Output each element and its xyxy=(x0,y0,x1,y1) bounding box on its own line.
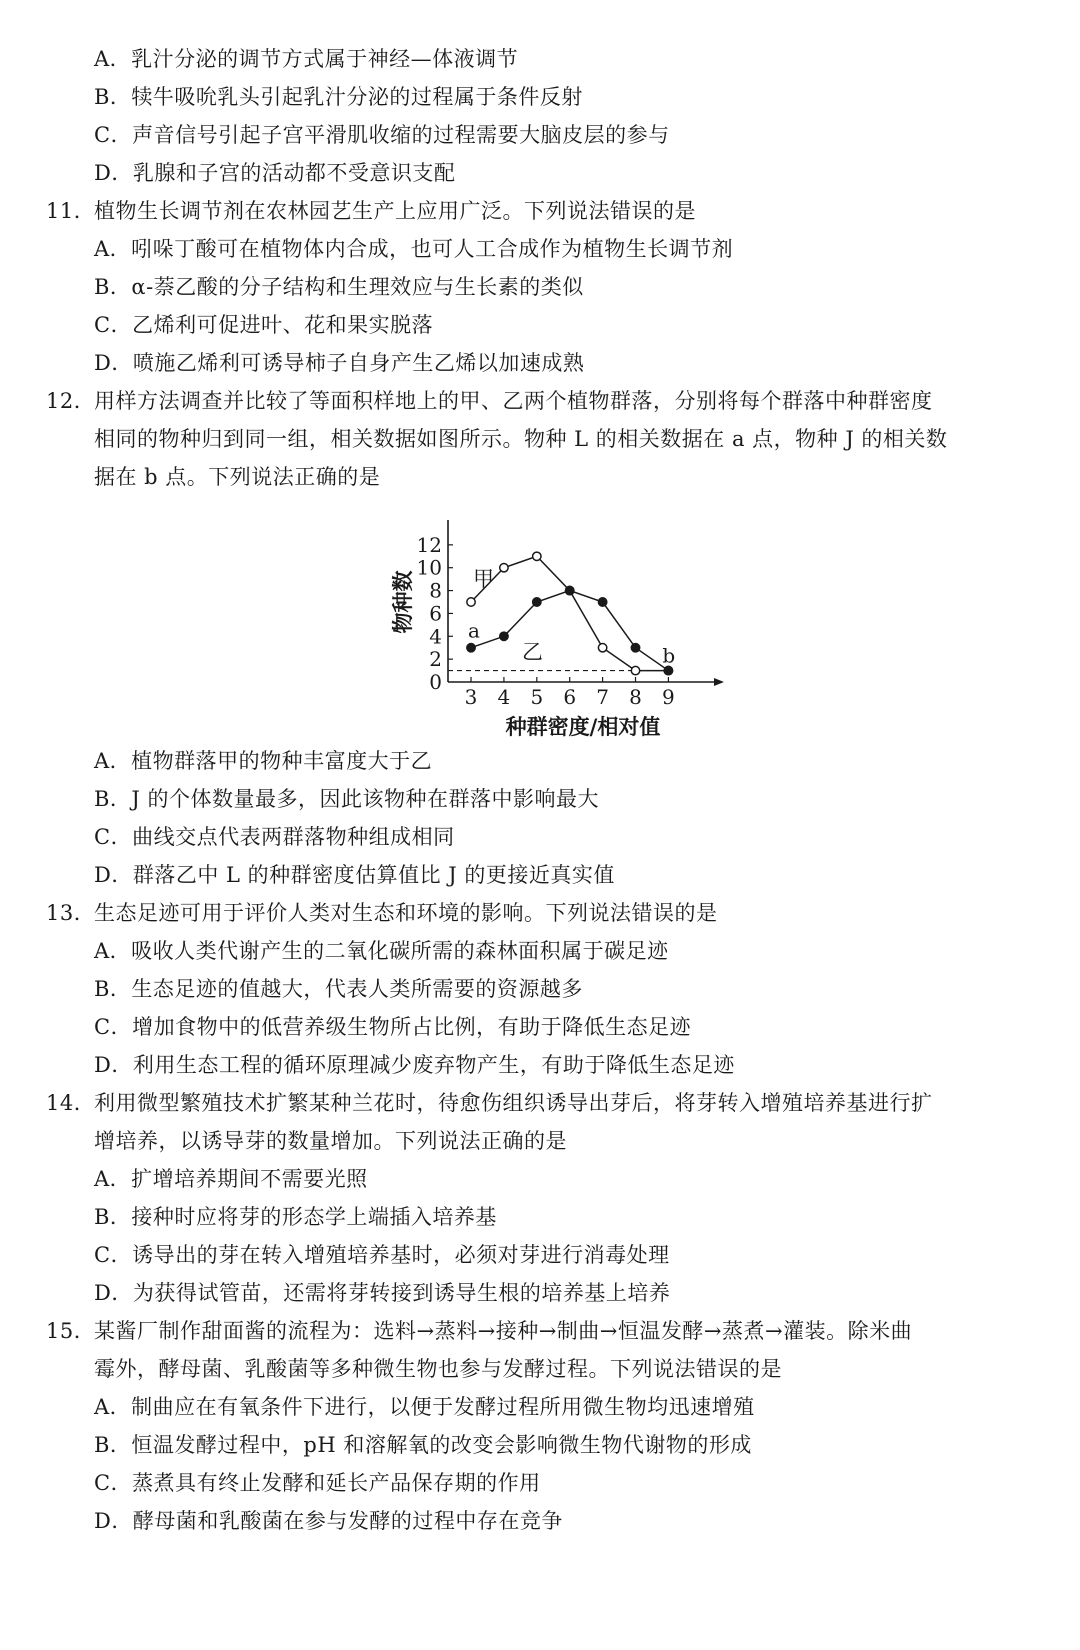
series-label-jia: 甲 xyxy=(473,567,495,591)
q12-option-a: A．植物群落甲的物种丰富度大于乙 xyxy=(94,749,433,773)
y-tick-label: 12 xyxy=(416,532,442,557)
q12-option-d: D．群落乙中 L 的种群密度估算值比 J 的更接近真实值 xyxy=(94,863,615,887)
series-0-point xyxy=(533,552,541,560)
x-tick-label: 3 xyxy=(464,685,478,709)
q11-option-d: D．喷施乙烯利可诱导柿子自身产生乙烯以加速成熟 xyxy=(94,351,585,375)
q12-stem-text-1: 用样方法调查并比较了等面积样地上的甲、乙两个植物群落，分别将每个群落中种群密度 xyxy=(94,389,933,413)
q15-stem-line-1 xyxy=(46,1316,912,1346)
annotation-b: b xyxy=(662,643,676,668)
q11-option-a: A．吲哚丁酸可在植物体内合成，也可人工合成作为植物生长调节剂 xyxy=(94,237,734,261)
series-line-1 xyxy=(471,591,668,671)
y-axis-label: 物种数 xyxy=(390,570,415,634)
q11-option-c: C．乙烯利可促进叶、花和果实脱落 xyxy=(94,313,434,337)
series-0-point xyxy=(500,564,508,572)
x-axis-arrow xyxy=(714,678,724,686)
x-tick-label: 8 xyxy=(629,685,642,709)
y-tick-label: 10 xyxy=(416,555,442,580)
q13-number: 13． xyxy=(46,901,96,925)
q14-option-c: C．诱导出的芽在转入增殖培养基时，必须对芽进行消毒处理 xyxy=(94,1243,670,1267)
y-tick-label: 0 xyxy=(429,670,442,694)
q15-option-b: B．恒温发酵过程中，pH 和溶解氧的改变会影响微生物代谢物的形成 xyxy=(94,1433,752,1457)
q12-stem-line-1 xyxy=(46,386,933,416)
q15-option-c: C．蒸煮具有终止发酵和延长产品保存期的作用 xyxy=(94,1471,541,1495)
series-line-0 xyxy=(471,556,668,670)
q11-stem-text: 植物生长调节剂在农林园艺生产上应用广泛。下列说法错误的是 xyxy=(94,199,696,223)
series-0-point xyxy=(631,666,639,674)
q14-stem-line-2: 增培养，以诱导芽的数量增加。下列说法正确的是 xyxy=(94,1129,567,1153)
x-tick-label: 9 xyxy=(662,685,675,709)
x-tick-label: 7 xyxy=(596,685,609,709)
q14-stem-text-1: 利用微型繁殖技术扩繁某种兰花时，待愈伤组织诱导出芽后，将芽转入增殖培养基进行扩 xyxy=(94,1091,933,1115)
q11-option-b: B．α-萘乙酸的分子结构和生理效应与生长素的类似 xyxy=(94,275,584,299)
q12-stem-line-2: 相同的物种归到同一组，相关数据如图所示。物种 L 的相关数据在 a 点，物种 J 的相关数 xyxy=(94,427,948,451)
x-tick-label: 6 xyxy=(563,685,577,709)
y-tick-label: 4 xyxy=(429,624,442,649)
series-1-point xyxy=(631,644,639,652)
q13-option-c: C．增加食物中的低营养级生物所占比例，有助于降低生态足迹 xyxy=(94,1015,692,1039)
q13-stem-text: 生态足迹可用于评价人类对生态和环境的影响。下列说法错误的是 xyxy=(94,901,718,925)
series-label-yi: 乙 xyxy=(522,640,544,665)
q10-option-d: D．乳腺和子宫的活动都不受意识支配 xyxy=(94,161,456,185)
series-1-point xyxy=(533,598,541,606)
series-1-point xyxy=(467,644,475,652)
q12-number: 12． xyxy=(46,389,96,413)
q14-number: 14． xyxy=(46,1091,96,1115)
q15-stem-text-1: 某酱厂制作甜面酱的流程为：选料→蒸料→接种→制曲→恒温发酵→蒸煮→灌装。除米曲 xyxy=(94,1319,913,1343)
q12-option-b: B．J 的个体数量最多，因此该物种在群落中影响最大 xyxy=(94,787,600,811)
q12-option-c: C．曲线交点代表两群落物种组成相同 xyxy=(94,825,455,849)
y-tick-label: 2 xyxy=(429,647,442,672)
x-tick-label: 4 xyxy=(497,685,511,709)
q15-stem-line-2: 霉外，酵母菌、乳酸菌等多种微生物也参与发酵过程。下列说法错误的是 xyxy=(94,1357,782,1381)
q13-option-a: A．吸收人类代谢产生的二氧化碳所需的森林面积属于碳足迹 xyxy=(94,939,669,963)
series-1-point xyxy=(598,598,606,606)
q11-stem xyxy=(46,196,696,226)
q14-option-d: D．为获得试管苗，还需将芽转接到诱导生根的培养基上培养 xyxy=(94,1281,671,1305)
y-tick-label: 6 xyxy=(429,601,442,626)
series-0-point xyxy=(467,598,475,606)
q15-option-d: D．酵母菌和乳酸菌在参与发酵的过程中存在竞争 xyxy=(94,1509,563,1533)
q10-option-c: C．声音信号引起子宫平滑肌收缩的过程需要大脑皮层的参与 xyxy=(94,123,670,147)
q11-number: 11． xyxy=(46,199,96,223)
q14-option-b: B．接种时应将芽的形态学上端插入培养基 xyxy=(94,1205,497,1229)
annotation-a: a xyxy=(468,618,480,643)
q13-option-b: B．生态足迹的值越大，代表人类所需要的资源越多 xyxy=(94,977,583,1001)
series-1-point xyxy=(566,586,574,594)
series-1-point xyxy=(664,666,672,674)
q14-option-a: A．扩增培养期间不需要光照 xyxy=(94,1167,368,1191)
species-density-chart xyxy=(380,520,740,780)
q13-stem xyxy=(46,898,718,928)
x-tick-label: 5 xyxy=(530,685,544,709)
q12-stem-line-3: 据在 b 点。下列说法正确的是 xyxy=(94,465,381,489)
y-tick-label: 8 xyxy=(429,578,442,603)
chart-svg xyxy=(380,520,740,780)
x-axis-label: 种群密度/相对值 xyxy=(505,714,661,739)
q15-option-a: A．制曲应在有氧条件下进行，以便于发酵过程所用微生物均迅速增殖 xyxy=(94,1395,755,1419)
q10-option-a: A．乳汁分泌的调节方式属于神经—体液调节 xyxy=(94,47,519,71)
q15-number: 15． xyxy=(46,1319,96,1343)
series-0-point xyxy=(598,644,606,652)
q14-stem-line-1 xyxy=(46,1088,933,1118)
q10-option-b: B．犊牛吸吮乳头引起乳汁分泌的过程属于条件反射 xyxy=(94,85,583,109)
series-1-point xyxy=(500,632,508,640)
q13-option-d: D．利用生态工程的循环原理减少废弃物产生，有助于降低生态足迹 xyxy=(94,1053,735,1077)
